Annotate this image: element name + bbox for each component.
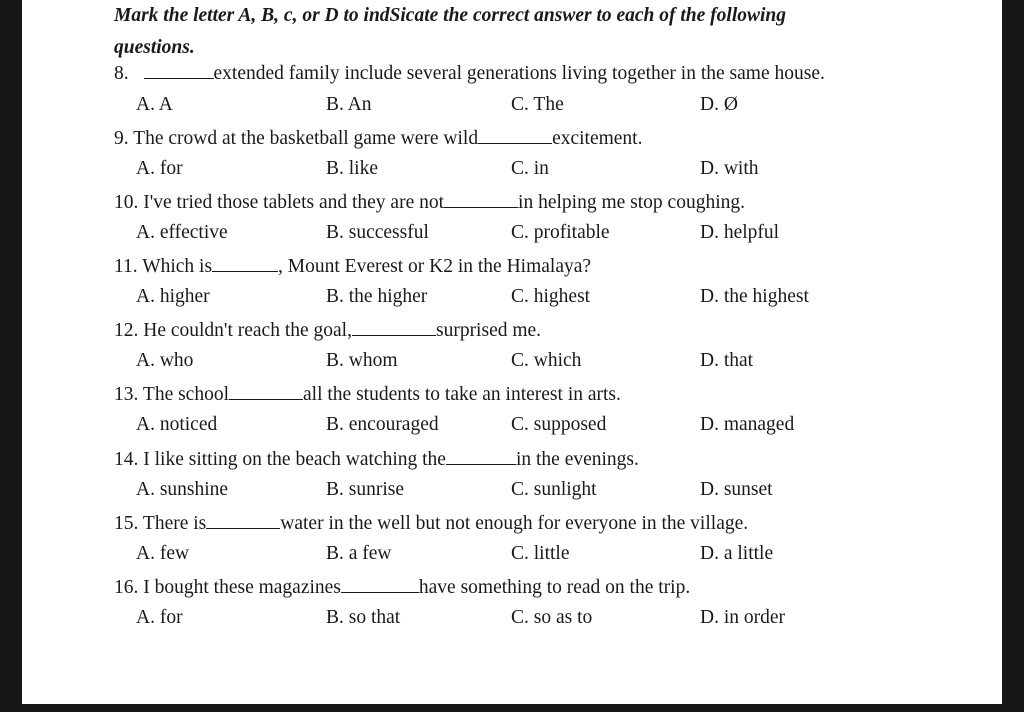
option-b[interactable]: B. whom [326, 350, 398, 371]
options-row-10 [22, 222, 1002, 248]
question-number: 10. [114, 192, 139, 213]
options-row-15 [22, 543, 1002, 569]
right-frame-border [1002, 0, 1024, 712]
question-15 [114, 511, 748, 535]
option-c[interactable]: C. which [511, 350, 582, 371]
options-row-14 [22, 479, 1002, 505]
option-a[interactable]: A. few [136, 543, 190, 564]
question-14 [114, 447, 639, 471]
option-a[interactable]: A. higher [136, 286, 210, 307]
option-b[interactable]: B. the higher [326, 286, 428, 307]
option-c[interactable]: C. so as to [511, 607, 593, 628]
answer-blank[interactable] [206, 511, 280, 529]
question-text-after: have something to read on the trip. [418, 577, 691, 598]
question-13 [114, 382, 621, 406]
option-c[interactable]: C. highest [511, 286, 591, 307]
option-c[interactable]: C. supposed [511, 414, 607, 435]
question-text-after: excitement. [552, 128, 643, 149]
bottom-frame-border [0, 704, 1024, 712]
answer-blank[interactable] [144, 61, 214, 79]
option-b[interactable]: B. sunrise [326, 479, 404, 500]
option-a[interactable]: A. effective [136, 222, 228, 243]
worksheet-page [22, 0, 1002, 704]
question-text-before: There is [142, 513, 207, 534]
options-row-9 [22, 158, 1002, 184]
options-row-11 [22, 286, 1002, 312]
left-frame-border [0, 0, 22, 712]
question-number: 15. [114, 513, 139, 534]
options-row-13 [22, 414, 1002, 440]
answer-blank[interactable] [446, 447, 516, 465]
option-b[interactable]: B. so that [326, 607, 401, 628]
question-11 [114, 254, 591, 278]
question-number: 13. [114, 384, 139, 405]
question-text-before: Which is [142, 256, 213, 277]
question-text-before: I've tried those tablets and they are not [143, 192, 445, 213]
option-c[interactable]: C. little [511, 543, 570, 564]
question-text-after: in helping me stop coughing. [518, 192, 745, 213]
instructions [114, 0, 974, 64]
options-row-12 [22, 350, 1002, 376]
option-c[interactable]: C. profitable [511, 222, 610, 243]
question-text-before: I like sitting on the beach watching the [143, 449, 446, 470]
instruction-line-2: questions. [114, 37, 195, 58]
option-c[interactable]: C. in [511, 158, 549, 179]
option-d[interactable]: D. the highest [700, 286, 809, 307]
answer-blank[interactable] [212, 254, 278, 272]
option-a[interactable]: A. for [136, 607, 183, 628]
question-16 [114, 575, 690, 599]
question-10 [114, 190, 745, 214]
option-b[interactable]: B. encouraged [326, 414, 439, 435]
question-text-before: The school [142, 384, 230, 405]
question-9 [114, 126, 642, 150]
question-text-before: He couldn't reach the goal, [143, 320, 352, 341]
instruction-line-1: Mark the letter A, B, c, or D to indSicate the correct answer to each of the following [114, 5, 787, 26]
option-d[interactable]: D. that [700, 350, 754, 371]
option-d[interactable]: D. helpful [700, 222, 780, 243]
option-b[interactable]: B. a few [326, 543, 392, 564]
question-text-after: in the evenings. [515, 449, 639, 470]
answer-blank[interactable] [352, 318, 436, 336]
options-row-16 [22, 607, 1002, 633]
question-text-after: water in the well but not enough for everyone in the village. [280, 513, 749, 534]
question-text-before: I bought these magazines [143, 577, 341, 598]
option-d[interactable]: D. managed [700, 414, 795, 435]
question-number: 9. [114, 128, 129, 149]
option-a[interactable]: A. noticed [136, 414, 218, 435]
question-number: 16. [114, 577, 139, 598]
question-text-before: The crowd at the basketball game were wild [133, 128, 479, 149]
option-d[interactable]: D. with [700, 158, 759, 179]
option-a[interactable]: A. A [136, 94, 173, 115]
option-a[interactable]: A. who [136, 350, 194, 371]
question-number: 8. [114, 63, 129, 84]
option-d[interactable]: D. Ø [700, 94, 738, 115]
option-b[interactable]: B. successful [326, 222, 429, 243]
option-d[interactable]: D. in order [700, 607, 786, 628]
question-number: 12. [114, 320, 139, 341]
question-number: 14. [114, 449, 139, 470]
option-c[interactable]: C. sunlight [511, 479, 597, 500]
question-text-after: all the students to take an interest in arts. [303, 384, 621, 405]
question-text-after: extended family include several generations living together in the same house. [213, 63, 825, 84]
option-a[interactable]: A. for [136, 158, 183, 179]
answer-blank[interactable] [341, 575, 419, 593]
question-8 [114, 61, 825, 85]
options-row-8 [22, 94, 1002, 120]
option-d[interactable]: D. sunset [700, 479, 773, 500]
question-text-after: , Mount Everest or K2 in the Himalaya? [278, 256, 592, 277]
question-text-after: surprised me. [435, 320, 542, 341]
option-b[interactable]: B. like [326, 158, 378, 179]
question-number: 11. [114, 256, 138, 277]
option-c[interactable]: C. The [511, 94, 564, 115]
option-a[interactable]: A. sunshine [136, 479, 229, 500]
question-12 [114, 318, 541, 342]
answer-blank[interactable] [478, 126, 552, 144]
answer-blank[interactable] [229, 382, 303, 400]
answer-blank[interactable] [444, 190, 518, 208]
option-b[interactable]: B. An [326, 94, 372, 115]
option-d[interactable]: D. a little [700, 543, 774, 564]
